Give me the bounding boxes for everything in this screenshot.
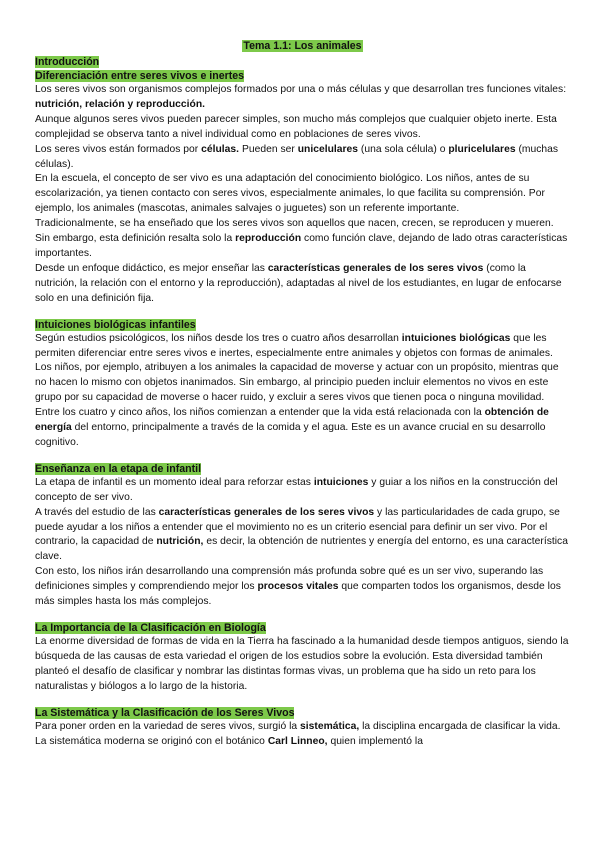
text-run: Los seres vivos son organismos complejos formados por una o más células y que desarrollan tres funciones vitales: — [35, 84, 567, 95]
section-heading — [35, 462, 570, 476]
paragraph — [35, 217, 570, 262]
section-intro — [35, 55, 570, 307]
section-heading — [35, 706, 570, 720]
section-heading — [35, 55, 570, 69]
bold-text: Carl Linneo, — [267, 735, 328, 747]
text-run: es decir, la obtención de nutrientes y energía del entorno, es una característica clave. — [35, 536, 568, 563]
bold-text: pluricelulares — [448, 143, 516, 155]
bold-text: nutrición, — [156, 536, 204, 548]
text-run: Desde un enfoque didáctico, es mejor enseñar las — [35, 262, 268, 274]
text-run: A través del estudio de las — [35, 506, 159, 518]
paragraph — [35, 565, 570, 610]
page-title: Tema 1.1: Los animales — [243, 40, 362, 52]
bold-text: nutrición, relación y reproducción. — [35, 98, 206, 110]
title-row — [35, 36, 570, 54]
text-run: Pueden ser — [239, 143, 298, 155]
text-run: y guiar a los niños en la construcción del concepto de ser vivo. — [35, 476, 558, 503]
text-run: (una sola célula) o — [358, 143, 449, 155]
text-run: del entorno, principalmente a través de la comida y el agua. Este es un avance crucial en su desarrollo cognitivo. — [35, 422, 546, 448]
text-run: Diferenciación entre seres vivos e inertes — [35, 70, 245, 82]
bold-text: unicelulares — [297, 143, 359, 155]
text-run: (muchas células). — [35, 143, 559, 170]
bold-text: características generales de los seres vivos — [267, 262, 484, 274]
text-run: Para poner orden en la variedad de seres vivos, surgió la — [35, 720, 301, 732]
text-run: Con esto, los niños irán desarrollando una comprensión más profunda sobre qué es un ser vivo, superando las definiciones simples y comprendiendo mejor los — [35, 566, 544, 593]
text-run: la disciplina encargada de clasificar la vida. La sistemática moderna se originó con el botánico — [35, 720, 561, 747]
paragraph — [35, 506, 570, 566]
text-run: que les permiten diferenciar entre seres vivos e inertes, especialmente entre animales y objetos con formas de animales. — [35, 332, 553, 359]
paragraph: En la escuela, el concepto de ser vivo es una adaptación del conocimiento biológico. Los niños, antes de su escolarización, ya tienen contacto con seres vivos, especialmente animales, lo que facilita su comprensión. Por ejemplo, los animales (mascotas, animales salvajes o juguetes) son un referente importante. — [35, 173, 545, 215]
text-run: y las particularidades de cada grupo, se puede ayudar a los niños a entender que el movimiento no es un criterio esencial para definir un ser vivo. Por el contrario, la capacidad de — [35, 506, 560, 548]
section-systematics — [35, 706, 570, 750]
section-classification — [35, 621, 570, 695]
text-run: Intuiciones biológicas infantiles — [35, 318, 196, 331]
text-run: como función clave, dejando de lado otras características importantes. — [35, 233, 568, 259]
text-run: Introducción — [35, 56, 100, 68]
paragraph: La enorme diversidad de formas de vida en la Tierra ha fascinado a la humanidad desde tiempos antiguos, siendo la búsqueda de las causas de esta variedad el origen de los estudios sobre la evolución. Esta diversidad también planteó el desafío de clasificar y nombrar las distintas formas vivas, un problema que ha sido un reto para los naturalistas y biólogos a lo largo de la historia. — [35, 636, 569, 692]
text-run: Los seres vivos están formados por — [35, 143, 202, 155]
text-run: La Importancia de la Clasificación en Biología — [35, 622, 266, 634]
paragraph — [35, 143, 570, 173]
text-run: La Sistemática y la Clasificación de los Seres Vivos — [35, 706, 295, 719]
text-run: quien implementó la — [327, 735, 423, 747]
paragraph — [35, 476, 570, 506]
text-run: (como la nutrición, la relación con el entorno y la reproducción), adaptadas al nivel de los estudiantes, en lugar de enfocarse solo en una definición fija. — [35, 262, 562, 304]
bold-text: procesos vitales — [257, 581, 339, 593]
bold-text: intuiciones — [313, 476, 369, 488]
section-subheading — [35, 69, 570, 83]
bold-text: intuiciones biológicas — [401, 332, 511, 344]
paragraph — [35, 262, 570, 307]
text-run: que comparten todos los organismos, desde los más simples hasta los más complejos. — [35, 581, 561, 608]
text-run: Enseñanza en la etapa de infantil — [35, 462, 202, 475]
paragraph: Aunque algunos seres vivos pueden parecer simples, son mucho más complejos que cualquier objeto inerte. Esta complejidad se observa tanto a nivel individual como en poblaciones de seres vivos. — [35, 113, 557, 140]
text-run: Entre los cuatro y cinco años, los niños comienzan a entender que la vida está relacionada con la — [35, 407, 485, 419]
bold-text: células. — [201, 143, 240, 155]
paragraph — [35, 720, 570, 750]
paragraph — [35, 83, 570, 113]
text-run: La etapa de infantil es un momento ideal para reforzar estas — [35, 476, 314, 488]
bold-text: obtención de energía — [35, 407, 549, 434]
paragraph — [35, 332, 570, 362]
section-intuitions — [35, 318, 570, 451]
section-teaching — [35, 462, 570, 610]
text-run: Tradicionalmente, se ha enseñado que los seres vivos son aquellos que nacen, crecen, se reproducen y mueren. Sin embargo, esta definición resalta solo la — [35, 218, 554, 245]
text-run: Según estudios psicológicos, los niños desde los tres o cuatro años desarrollan — [35, 332, 402, 344]
section-heading — [35, 318, 570, 332]
bold-text: sistemática, — [300, 720, 360, 732]
section-heading — [35, 621, 570, 635]
bold-text: características generales de los seres vivos — [158, 506, 375, 518]
paragraph — [35, 406, 570, 451]
bold-text: reproducción — [235, 233, 302, 245]
paragraph: Los niños, por ejemplo, atribuyen a los animales la capacidad de moverse y actuar con un propósito, mientras que no hacen lo mismo con objetos inanimados. Sin embargo, al principio pueden incluir elementos no vivos en este grupo por su capacidad de moverse o hacer ruido, y excluir a seres vivos que tienen poca o ninguna movilidad. — [35, 362, 559, 404]
